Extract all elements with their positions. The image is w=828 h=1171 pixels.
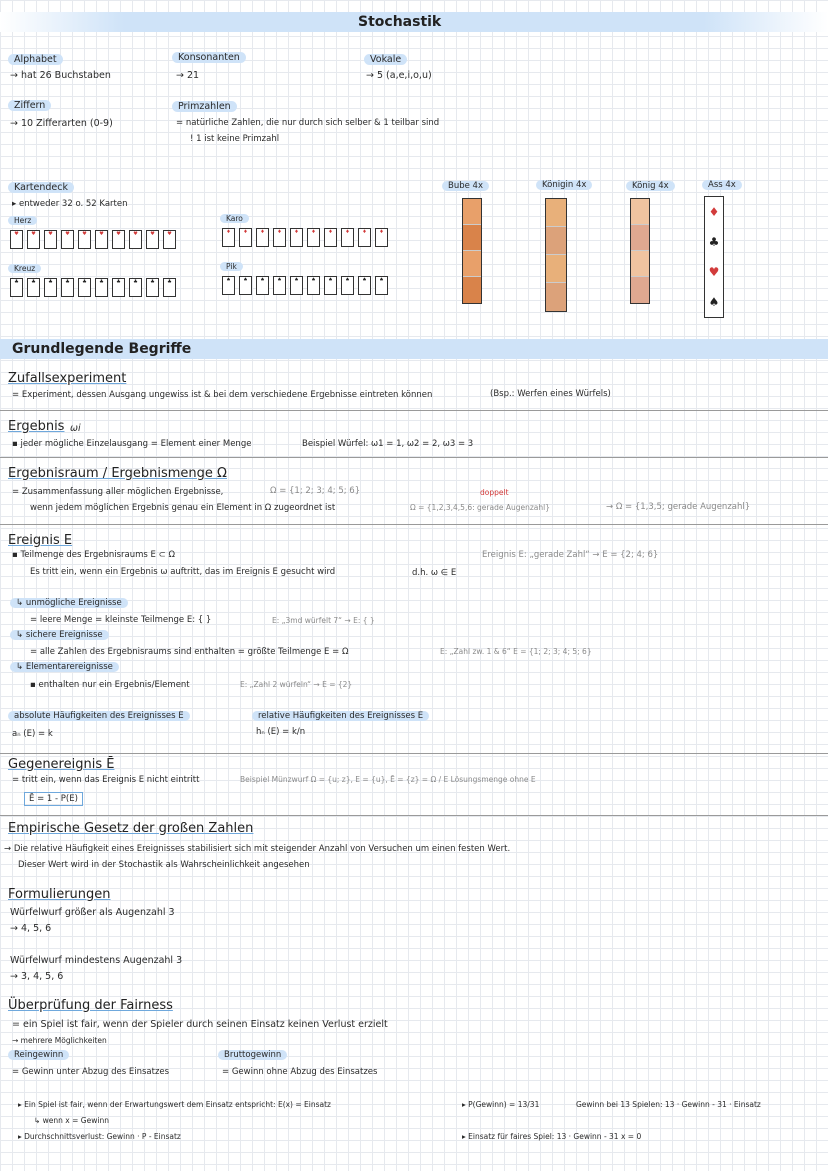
card: ♦ [375,228,388,247]
card: ♦ [341,228,354,247]
koenig-label: König 4x [626,181,675,191]
divider [0,524,828,525]
ereignis-bsp: Ereignis E: „gerade Zahl“ → E = {2; 4; 6} [482,550,659,560]
fairness-title: Überprüfung der Fairness [8,998,173,1013]
abs-formula: aₙ (E) = k [12,729,53,739]
bube-label: Bube 4x [442,181,489,191]
card: ♠ [273,276,286,295]
elementar-label: ↳ Elementarereignisse [10,662,119,672]
koenigin-label: Königin 4x [536,180,592,190]
kreuz-cards [10,278,180,297]
reingewinn-text: = Gewinn unter Abzug des Einsatzes [12,1067,170,1077]
card: ♣ [44,278,57,297]
card: ♣ [129,278,142,297]
raum-omega2: Ω = {1,2,3,4,5,6: gerade Augenzahl} [410,503,550,512]
divider [0,753,828,754]
pik-label: Pik [220,262,243,271]
card: ♣ [27,278,40,297]
gegen-title: Gegenereignis Ē [8,757,115,772]
ass-label: Ass 4x [702,180,742,190]
sicher-text: = alle Zahlen des Ergebnisraums sind enthalten = größte Teilmenge E = Ω [30,647,349,657]
alphabet-value: → hat 26 Buchstaben [10,70,111,81]
empirisch-line1: → Die relative Häufigkeit eines Ereignisses stabilisiert sich mit steigender Anzahl von Versuchen um einen festen Wert. [4,844,511,854]
formulierung-2: Würfelwurf mindestens Augenzahl 3 [10,955,183,966]
card: ♦ [222,228,235,247]
divider [0,410,828,411]
alphabet-label: Alphabet [8,54,63,65]
pik-cards [222,276,392,295]
ergebnis-symbol: ωi [70,423,81,434]
formulierung-2-value: → 3, 4, 5, 6 [10,971,64,982]
konsonanten-label: Konsonanten [172,52,246,63]
sicher-bsp: E: „Zahl zw. 1 & 6“ E = {1; 2; 3; 4; 5; 6} [440,647,592,656]
ass-cards [704,196,724,318]
kartendeck-label: Kartendeck [8,182,74,193]
card: ♠ [324,276,337,295]
card: ♥ [163,230,176,249]
card: ♥ [112,230,125,249]
fairness-line1: = ein Spiel ist fair, wenn der Spieler durch seinen Einsatz keinen Verlust erzielt [12,1019,388,1030]
herz-label: Herz [8,216,37,225]
raum-title: Ergebnisraum / Ergebnismenge Ω [8,466,227,481]
unmoeglich-label: ↳ unmögliche Ereignisse [10,598,128,608]
card: ♠ [290,276,303,295]
card: ♦ [307,228,320,247]
card: ♣ [78,278,91,297]
card: ♥ [146,230,159,249]
bruttogewinn-label: Bruttogewinn [218,1050,287,1060]
bruttogewinn-text: = Gewinn ohne Abzug des Einsatzes [222,1067,378,1077]
formulierung-1-value: → 4, 5, 6 [10,923,52,934]
zufall-title: Zufallsexperiment [8,371,127,386]
formulierung-1: Würfelwurf größer als Augenzahl 3 [10,907,175,918]
ereignis-title: Ereignis E [8,533,73,548]
card: ♦ [708,205,720,219]
fairness-point-2: ▸ Durchschnittsverlust: Gewinn · P - Einsatz [18,1132,181,1141]
card: ♦ [324,228,337,247]
card: ♣ [146,278,159,297]
konsonanten-value: → 21 [176,70,200,81]
card: ♦ [239,228,252,247]
card: ♥ [129,230,142,249]
card: ♦ [358,228,371,247]
karo-label: Karo [220,214,249,223]
fairness-point-1b: ↳ wenn x = Gewinn [34,1116,109,1125]
unmoeglich-text: = leere Menge = kleinste Teilmenge E: { } [30,615,212,625]
card: ♥ [708,265,720,279]
herz-cards [10,230,180,249]
card: ♣ [708,235,720,249]
divider [0,815,828,816]
zufall-bsp: (Bsp.: Werfen eines Würfels) [490,389,611,399]
card: ♥ [44,230,57,249]
elementar-bsp: E: „Zahl 2 würfeln“ → E = {2} [240,680,353,689]
ergebnis-text: ▪ jeder mögliche Einzelausgang = Element einer Menge [12,439,252,449]
primzahlen-line1: = natürliche Zahlen, die nur durch sich selber & 1 teilbar sind [176,118,440,128]
gegen-text: = tritt ein, wenn das Ereignis E nicht eintritt [12,775,200,785]
kartendeck-desc: ▸ entweder 32 o. 52 Karten [12,199,128,209]
card: ♠ [708,295,720,309]
card: ♠ [358,276,371,295]
card: ♠ [256,276,269,295]
ereignis-dh: d.h. ω ∈ E [412,568,457,578]
card: ♠ [222,276,235,295]
empirisch-line2: Dieser Wert wird in der Stochastik als Wahrscheinlichkeit angesehen [18,860,310,870]
gegen-formula: Ē = 1 - P(E) [24,792,83,806]
raum-omega: Ω = {1; 2; 3; 4; 5; 6} [270,486,361,496]
card: ♥ [78,230,91,249]
fairness-line2: → mehrere Möglichkeiten [12,1036,107,1045]
empirisch-title: Empirische Gesetz der großen Zahlen [8,821,254,836]
zufall-text: = Experiment, dessen Ausgang ungewiss ist & bei dem verschiedene Ergebnisse eintreten können [12,390,433,400]
fairness-point-4: ▸ Einsatz für faires Spiel: 13 · Gewinn - 31 x = 0 [462,1132,642,1141]
raum-line1: = Zusammenfassung aller möglichen Ergebnisse, [12,487,224,497]
bube-cards [462,198,482,304]
card: ♦ [273,228,286,247]
ziffern-label: Ziffern [8,100,51,111]
card: ♣ [61,278,74,297]
ereignis-line1: ▪ Teilmenge des Ergebnisraums E ⊂ Ω [12,550,175,560]
elementar-text: ▪ enthalten nur ein Ergebnis/Element [30,680,190,690]
ziffern-value: → 10 Zifferarten (0-9) [10,118,113,129]
card: ♣ [10,278,23,297]
card: ♦ [290,228,303,247]
section-title: Grundlegende Begriffe [12,341,192,357]
card: ♣ [95,278,108,297]
raum-line2: wenn jedem möglichen Ergebnis genau ein Element in Ω zugeordnet ist [30,503,336,513]
ereignis-line2: Es tritt ein, wenn ein Ergebnis ω auftritt, das im Ereignis E gesucht wird [30,567,336,577]
karo-cards [222,228,392,247]
ergebnis-bsp: Beispiel Würfel: ω1 = 1, ω2 = 2, ω3 = 3 [302,439,474,449]
koenigin-cards [545,198,567,312]
card: ♠ [307,276,320,295]
gegen-bsp: Beispiel Münzwurf Ω = {u; z}, E = {u}, Ē = {z} = Ω / E Lösungsmenge ohne E [240,775,536,784]
rel-formula: hₙ (E) = k/n [256,727,306,737]
card: ♣ [163,278,176,297]
vokale-label: Vokale [364,54,407,65]
card: ♥ [95,230,108,249]
ergebnis-title: Ergebnis [8,419,65,434]
vokale-value: → 5 (a,e,i,o,u) [366,70,432,81]
rel-label: relative Häufigkeiten des Ereignisses E [252,711,429,721]
card: ♥ [27,230,40,249]
kreuz-label: Kreuz [8,264,41,273]
sicher-label: ↳ sichere Ereignisse [10,630,109,640]
card: ♣ [112,278,125,297]
fairness-point-3: ▸ P(Gewinn) = 13/31 [462,1100,540,1109]
fairness-point-3b: Gewinn bei 13 Spielen: 13 · Gewinn - 31 · Einsatz [576,1100,761,1109]
primzahlen-line2: ! 1 ist keine Primzahl [190,134,280,144]
koenig-cards [630,198,650,304]
primzahlen-label: Primzahlen [172,101,237,112]
page-title: Stochastik [358,14,442,30]
card: ♥ [61,230,74,249]
reingewinn-label: Reingewinn [8,1050,69,1060]
formulierungen-title: Formulierungen [8,887,111,902]
card: ♠ [375,276,388,295]
unmoeglich-bsp: E: „3md würfelt 7“ → E: { } [272,616,375,625]
raum-doppelt: doppelt [480,488,509,497]
fairness-point-1: ▸ Ein Spiel ist fair, wenn der Erwartungswert dem Einsatz entspricht: E(x) = Einsatz [18,1100,331,1109]
divider [0,457,828,458]
card: ♥ [10,230,23,249]
abs-label: absolute Häufigkeiten des Ereignisses E [8,711,190,721]
raum-omega3: → Ω = {1,3,5; gerade Augenzahl} [606,502,751,512]
card: ♦ [256,228,269,247]
card: ♠ [341,276,354,295]
card: ♠ [239,276,252,295]
